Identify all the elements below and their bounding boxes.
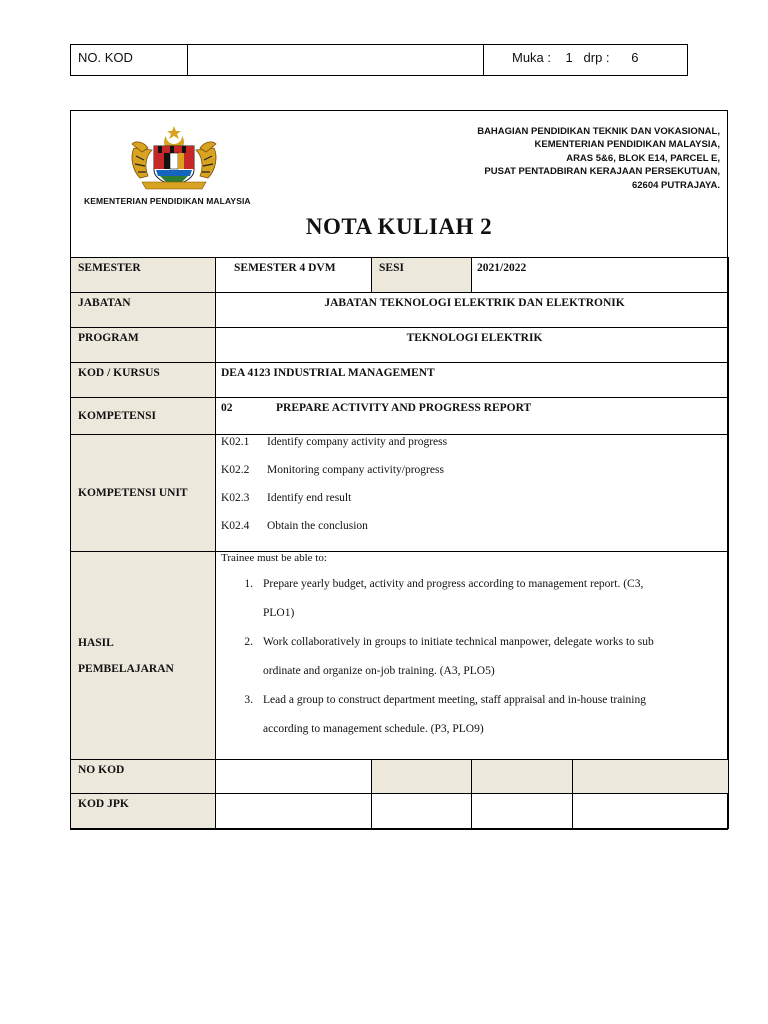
item-line: ordinate and organize on-job training. (A3, PLO5) <box>263 665 495 677</box>
course-info-table <box>70 257 729 829</box>
address-line: BAHAGIAN PENDIDIKAN TEKNIK DAN VOKASIONAL, <box>477 126 720 137</box>
kompetensi-label: KOMPETENSI <box>71 398 216 435</box>
list-item <box>221 464 728 492</box>
no-kod-cell <box>372 760 472 794</box>
no-kod-label: NO. KOD <box>71 45 188 75</box>
kompetensi-unit-list <box>221 436 728 548</box>
kod-jpk-cell <box>372 794 472 829</box>
ministry-caption: KEMENTERIAN PENDIDIKAN MALAYSIA <box>84 196 251 206</box>
hasil-list <box>216 570 728 744</box>
kompetensi-unit-label: KOMPETENSI UNIT <box>71 435 216 552</box>
item-line: Lead a group to construct department meeting, staff appraisal and in-house training <box>263 694 646 706</box>
table-row <box>71 794 729 829</box>
address-line: PUSAT PENTADBIRAN KERAJAAN PERSEKUTUAN, <box>484 166 720 178</box>
no-kod-row-label: NO KOD <box>71 760 216 794</box>
program-value: TEKNOLOGI ELEKTRIK <box>216 328 729 363</box>
table-row <box>71 552 729 760</box>
no-kod-value <box>188 45 484 75</box>
list-item <box>216 628 728 686</box>
hasil-content-cell <box>216 552 729 760</box>
list-item <box>221 492 728 520</box>
address-line: 62604 PUTRAJAYA. <box>631 179 720 191</box>
unit-text: Monitoring company activity/progress <box>267 464 444 476</box>
hasil-label-cell <box>71 552 216 760</box>
kursus-label: KOD / KURSUS <box>71 363 216 398</box>
item-number: 2. <box>244 636 253 648</box>
table-row <box>71 293 729 328</box>
list-item <box>216 686 728 744</box>
item-line: PLO1) <box>263 607 295 619</box>
item-text <box>263 628 713 686</box>
page-title: NOTA KULIAH 2 <box>305 214 493 239</box>
kod-jpk-cell <box>573 794 729 829</box>
kod-jpk-cell <box>216 794 372 829</box>
kod-jpk-label: KOD JPK <box>71 794 216 829</box>
jabatan-value: JABATAN TEKNOLOGI ELEKTRIK DAN ELEKTRONIK <box>216 293 729 328</box>
unit-text: Identify end result <box>267 492 352 504</box>
address-line: ARAS 5&6, BLOK E14, PARCEL E, <box>566 152 720 164</box>
table-row <box>71 760 729 794</box>
no-kod-cell <box>216 760 372 794</box>
page-number: Muka : 1 drp : 6 <box>512 50 639 65</box>
unit-code: K02.4 <box>221 520 250 532</box>
table-row <box>71 363 729 398</box>
kompetensi-value-cell <box>216 398 729 435</box>
ministry-address <box>477 125 720 192</box>
unit-code: K02.1 <box>221 436 250 448</box>
item-number: 1. <box>244 578 253 590</box>
table-row <box>71 258 729 293</box>
no-kod-cell <box>573 760 729 794</box>
unit-text: Identify company activity and progress <box>267 436 448 448</box>
semester-value: SEMESTER 4 DVM <box>216 258 372 293</box>
list-item <box>221 520 728 548</box>
sesi-value: 2021/2022 <box>472 258 729 293</box>
sesi-label: SESI <box>372 258 472 293</box>
hasil-intro: Trainee must be able to: <box>221 552 327 564</box>
kompetensi-value: PREPARE ACTIVITY AND PROGRESS REPORT <box>276 402 532 414</box>
item-number: 3. <box>244 694 253 706</box>
unit-code: K02.2 <box>221 464 250 476</box>
list-item <box>216 570 728 628</box>
program-label: PROGRAM <box>71 328 216 363</box>
no-kod-cell <box>472 760 573 794</box>
item-line: according to management schedule. (P3, PLO9) <box>263 723 484 735</box>
item-line: Work collaboratively in groups to initiate technical manpower, delegate works to sub <box>263 636 654 648</box>
unit-text: Obtain the conclusion <box>267 520 368 532</box>
jabatan-label: JABATAN <box>71 293 216 328</box>
table-row <box>71 328 729 363</box>
table-row <box>71 435 729 552</box>
kompetensi-unit-cell <box>216 435 729 552</box>
semester-label: SEMESTER <box>71 258 216 293</box>
kursus-value: DEA 4123 INDUSTRIAL MANAGEMENT <box>216 363 729 398</box>
document-header-bar <box>70 44 688 76</box>
item-text <box>263 686 713 744</box>
hasil-label: HASIL <box>78 636 114 649</box>
unit-code: K02.3 <box>221 492 250 504</box>
kod-jpk-cell <box>472 794 573 829</box>
kompetensi-code: 02 <box>221 402 233 414</box>
address-line: KEMENTERIAN PENDIDIKAN MALAYSIA, <box>534 139 720 151</box>
item-line: Prepare yearly budget, activity and progress according to management report. (C3, <box>263 578 644 590</box>
item-text <box>263 570 713 628</box>
list-item <box>221 436 728 464</box>
table-row <box>71 398 729 435</box>
pembelajaran-label: PEMBELAJARAN <box>78 662 174 675</box>
malaysia-coat-of-arms-icon <box>126 126 222 192</box>
